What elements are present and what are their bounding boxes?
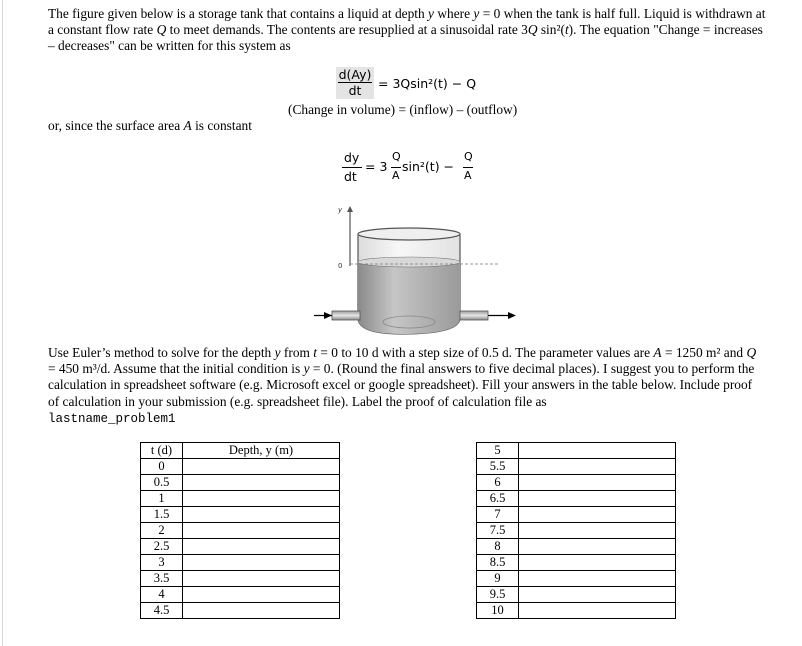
time-cell: 3.5 [141,571,183,587]
outlet-pipe [460,311,488,320]
equation-depth-rate [340,150,490,186]
depth-answer-cell[interactable] [183,555,340,571]
time-cell: 8 [477,539,519,555]
depth-answer-cell[interactable] [183,475,340,491]
time-cell: 10 [477,603,519,619]
table-row [141,571,340,587]
eq2-sin: sin²(t) − [402,159,455,174]
table-row [477,571,676,587]
table-row [477,603,676,619]
left-border-line [2,0,3,646]
time-cell: 8.5 [477,555,519,571]
proof-filename: lastname_problem1 [48,411,176,426]
zero-level-label: 0 [338,262,343,270]
time-cell: 3 [141,555,183,571]
time-cell: 5 [477,443,519,459]
intro-paragraph: The figure given below is a storage tank that contains a liquid at depth y where y = 0 when the tank is half full. Liquid is withdrawn at a constant flow rate Q to meet demands. The contents are resupplied at a sinusoidal rate 3Q sin²(t). The equation "Change = increases – decreases" can be written for this system as [48,6,766,54]
liquid-surface [358,257,460,267]
depth-answer-cell[interactable] [183,523,340,539]
storage-tank-figure [310,200,520,342]
equation-denominator: dt [348,83,362,98]
table-row [477,507,676,523]
tank-rim [358,228,460,240]
table-row [141,475,340,491]
eq2-q2: Q [464,150,473,163]
eq2-q1: Q [392,150,401,163]
time-cell: 7 [477,507,519,523]
table-row [477,523,676,539]
eq2-equals: = 3 [365,159,388,174]
time-cell: 2.5 [141,539,183,555]
inlet-pipe [332,311,360,320]
y-axis-arrow-icon [347,206,353,212]
depth-answer-cell[interactable] [519,491,676,507]
depth-table-right [476,442,676,619]
time-cell: 2 [141,523,183,539]
table-row [141,491,340,507]
eq2-dt: dt [344,169,357,184]
depth-answer-cell[interactable] [519,507,676,523]
depth-answer-cell[interactable] [519,459,676,475]
time-cell: 6 [477,475,519,491]
euler-instructions-paragraph: Use Euler’s method to solve for the depth y from t = 0 to 10 d with a step size of 0.5 d. The parameter values are A = 1250 m² and Q = 450 m³/d. Assume that the initial condition is y = 0. (Round the final answers to five decimal places). I suggest you to perform the calculation in spreadsheet software (e.g. Microsoft excel or google spreadsheet). Fill your answers in the table below. Include proof of calculation in your submission (e.g. spreadsheet file). Label the proof of calculation file as lastname_problem1 [48,345,757,426]
time-cell: 9 [477,571,519,587]
time-cell: 4.5 [141,603,183,619]
depth-answer-cell[interactable] [519,475,676,491]
table-row [477,491,676,507]
time-cell: 6.5 [477,491,519,507]
depth-answer-cell[interactable] [519,587,676,603]
tank-liquid [358,262,460,334]
depth-answer-cell[interactable] [183,587,340,603]
constant-area-sentence: or, since the surface area A is constant [48,118,252,133]
table-row [141,539,340,555]
depth-table-left [140,442,340,619]
depth-answer-cell[interactable] [519,555,676,571]
change-in-volume-caption: (Change in volume) = (inflow) – (outflow) [288,102,518,117]
table-row [477,539,676,555]
eq2-a1: A [392,169,400,182]
inflow-arrow-icon [324,312,332,319]
outflow-arrow-icon [508,312,516,319]
table-row [477,555,676,571]
depth-answer-cell[interactable] [519,539,676,555]
table-row [141,459,340,475]
header-depth: Depth, y (m) [183,443,340,459]
time-cell: 1.5 [141,507,183,523]
depth-answer-cell[interactable] [519,571,676,587]
time-cell: 5.5 [477,459,519,475]
table-row [477,443,676,459]
depth-answer-cell[interactable] [183,459,340,475]
equation-numerator: d(Ay) [338,67,372,82]
table-row [141,523,340,539]
equation-rhs: = 3Qsin²(t) − Q [378,76,477,91]
depth-answer-cell[interactable] [183,603,340,619]
time-cell: 0.5 [141,475,183,491]
table-row [141,603,340,619]
depth-answer-cell[interactable] [519,603,676,619]
depth-answer-cell[interactable] [519,443,676,459]
table-row [141,507,340,523]
header-time: t (d) [141,443,183,459]
eq2-a2: A [464,169,472,182]
table-row [477,459,676,475]
time-cell: 1 [141,491,183,507]
depth-answer-cell[interactable] [183,507,340,523]
eq2-dy: dy [344,150,360,165]
time-cell: 4 [141,587,183,603]
table-row [141,555,340,571]
time-cell: 9.5 [477,587,519,603]
time-cell: 0 [141,459,183,475]
table-header-row [141,443,340,459]
table-row [141,587,340,603]
depth-answer-cell[interactable] [183,491,340,507]
table-row [477,475,676,491]
depth-answer-cell[interactable] [183,571,340,587]
depth-answer-cell[interactable] [183,539,340,555]
time-cell: 7.5 [477,523,519,539]
y-axis-label: y [338,206,343,214]
depth-answer-cell[interactable] [519,523,676,539]
equation-fraction [336,67,374,99]
table-row [477,587,676,603]
